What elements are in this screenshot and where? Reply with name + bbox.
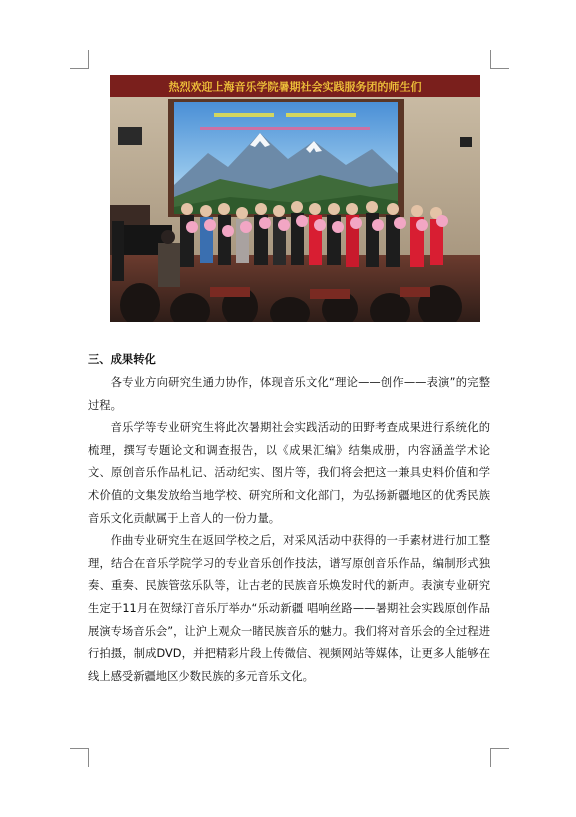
paragraph-1: 各专业方向研究生通力协作，体现音乐文化“理论——创作——表演”的完整过程。	[88, 376, 490, 412]
crop-mark-top-right	[490, 50, 509, 69]
crop-mark-top-left	[70, 50, 89, 69]
event-photo	[110, 75, 480, 322]
crop-mark-bottom-right	[490, 748, 509, 767]
crop-mark-bottom-left	[70, 748, 89, 767]
section-body	[88, 372, 490, 688]
banner-text: 热烈欢迎上海音乐学院暑期社会实践服务团的师生们	[168, 80, 422, 94]
paragraph-2: 音乐学等专业研究生将此次暑期社会实践活动的田野考查成果进行系统化的梳理，撰写专题论文和调查报告，以《成果汇编》结集成册，内容涵盖学术论文、原创音乐作品札记、活动纪实、图片等，我们将会把这一兼具史料价值和学术价值的文集发放给当地学校、研究所和文化部门，为弘扬新疆地区的优秀民族音乐文化贡献属于上音人的一份力量。	[88, 421, 490, 525]
paragraph-3: 作曲专业研究生在返回学校之后，对采风活动中获得的一手素材进行加工整理，结合在音乐学院学习的专业音乐创作技法，谱写原创音乐作品，编制形式独奏、重奏、民族管弦乐队等，让古老的民族音乐焕发时代的新声。表演专业研究生定于11月在贺绿汀音乐厅举办“乐动新疆 唱响丝路——暑期社会实践原创作品展演专场音乐会”，让沪上观众一睹民族音乐的魅力。我们将对音乐会的全过程进行拍摄，制成DVD，并把精彩片段上传微信、视频网站等媒体，让更多人能够在线上感受新疆地区少数民族的多元音乐文化。	[88, 534, 490, 683]
section-heading: 三、成果转化	[88, 353, 156, 366]
